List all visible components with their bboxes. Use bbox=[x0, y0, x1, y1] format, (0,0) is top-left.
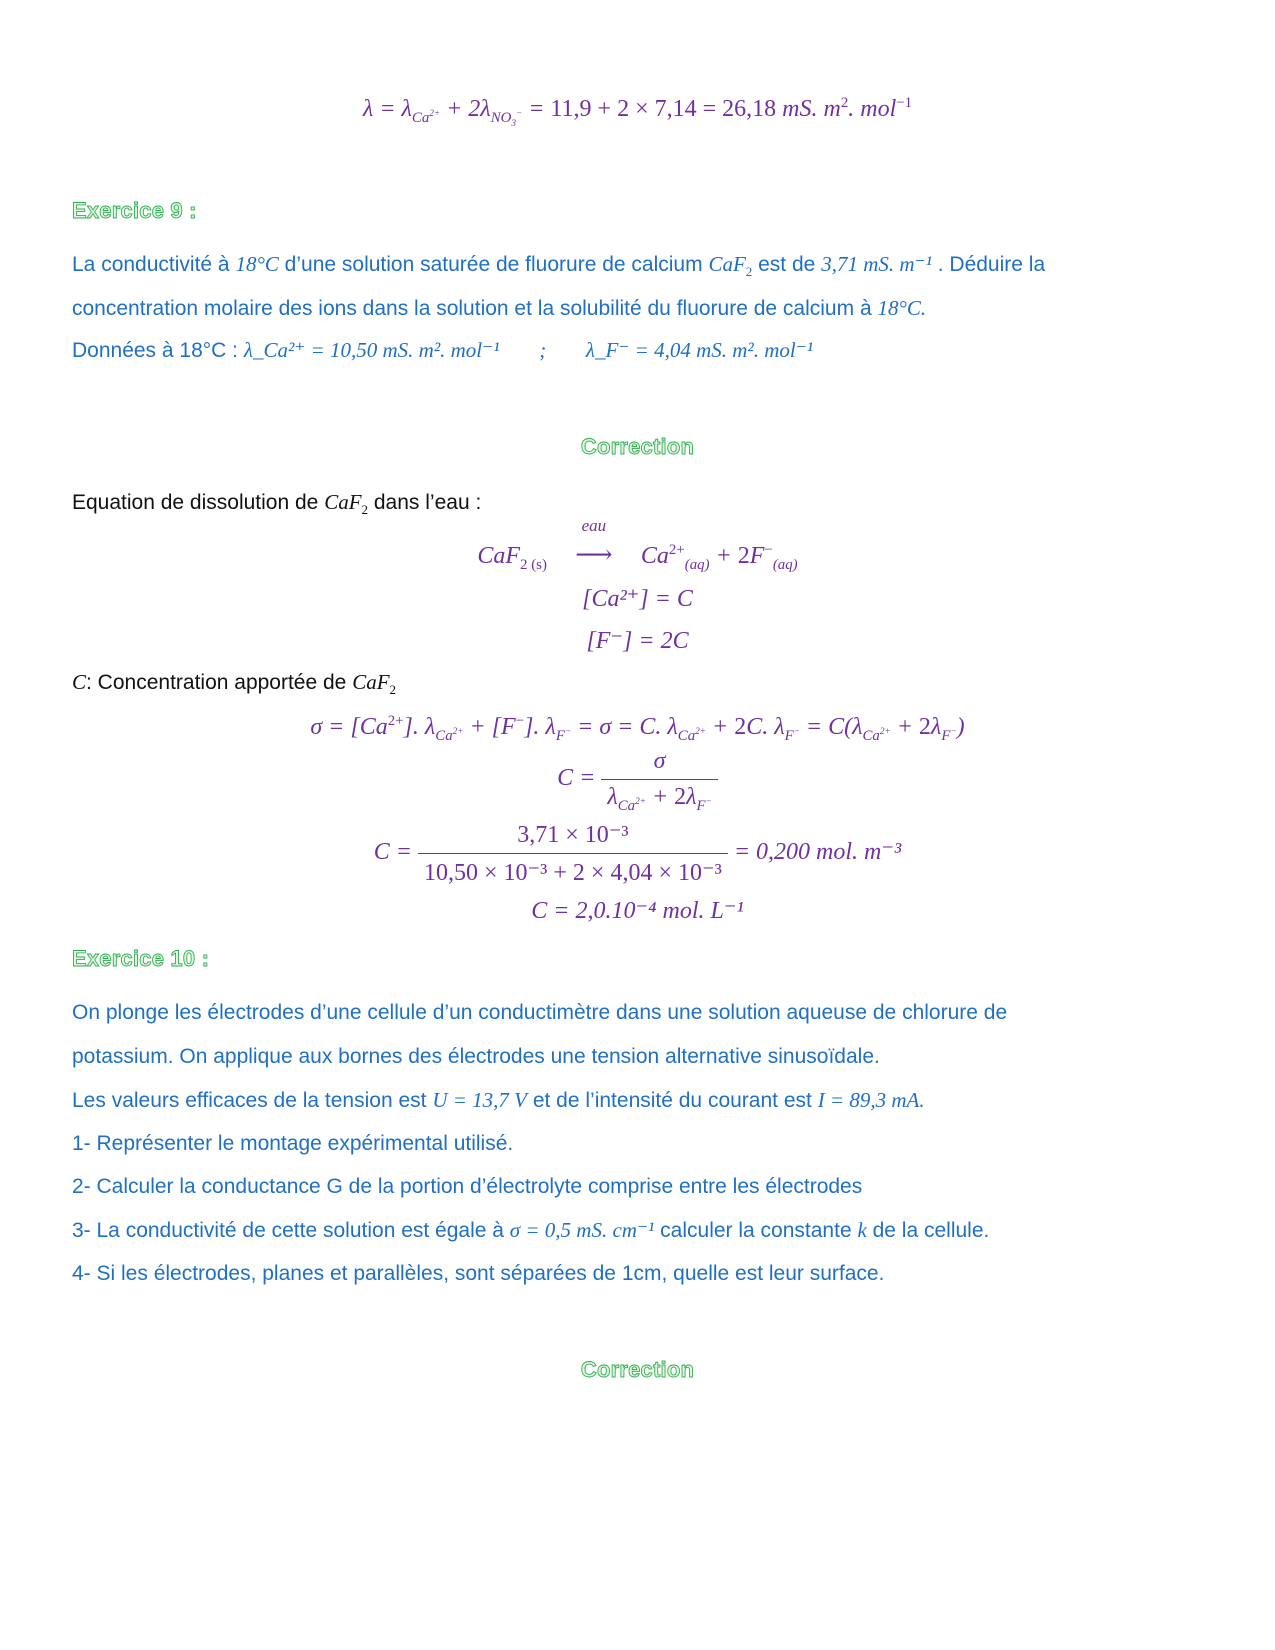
concentration-definition: C: Concentration apportée de CaF$_2$ bbox=[72, 670, 397, 698]
conductivity-expression: $\sigma = [Ca^{2+}]$. $\lambda_{Ca^{2+}} + [F^-]$. $\lambda_{F^-} = \sigma = C$. $\lambda_{Ca^{2+}} + 2C$. $\lambda_{F^-} = C(\lambda_{Ca^{2+}} + 2\lambda_{F^-})$ bbox=[310, 713, 965, 744]
dissolution-reaction: CaF$_{2 (s)}$ eau ⟶ $Ca^{2+}_{(aq)} + 2F^-_{(aq)}$ bbox=[477, 516, 798, 573]
exercise-10-line-3: Les valeurs efficaces de la tension est U = 13,7 V et de l’intensité du courant est I = 89,3 mA. bbox=[72, 1088, 925, 1112]
question-3: 3- La conductivité de cette solution est égale à σ = 0,5 mS. cm⁻¹ calculer la constante k de la cellule. bbox=[72, 1218, 990, 1242]
exercise-10-line-1: On plonge les électrodes d’une cellule d’un conductimètre dans une solution aqueuse de chlorure de bbox=[72, 1001, 1008, 1024]
exercise-9-paragraph-line-1: La conductivité à 18°C d’une solution saturée de fluorure de calcium CaF$_2$ est de 3,71 mS. m⁻¹ . Déduire la bbox=[72, 252, 1046, 280]
calcium-concentration: [Ca²⁺] = C bbox=[582, 586, 693, 612]
exercise-10-title: Exercice 10 : bbox=[72, 946, 210, 971]
question-4: 4- Si les électrodes, planes et parallèles, sont séparées de 1cm, quelle est leur surface. bbox=[72, 1262, 885, 1285]
reaction-arrow-icon: eau ⟶ bbox=[575, 516, 613, 569]
question-1: 1- Représenter le montage expérimental utilisé. bbox=[72, 1132, 514, 1155]
fluoride-concentration: [F⁻] = 2C bbox=[586, 628, 689, 654]
concentration-result: C = 2,0.10⁻⁴ mol. L⁻¹ bbox=[531, 898, 744, 924]
lambda-equation-top: $\lambda = \lambda_{Ca^{2+}} + 2\lambda_{NO_3^-} = 11,9 + 2 \times 7,14 = 26,18$ mS. $m^2$. mol$^{-1}$ bbox=[362, 95, 913, 128]
exercise-9-data-line: Données à 18°C : λ_Ca²⁺ = 10,50 mS. m². mol⁻¹ ; λ_F⁻ = 4,04 mS. m². mol⁻¹ bbox=[72, 338, 814, 362]
correction-10-title: Correction bbox=[580, 1357, 695, 1382]
correction-9-title: Correction bbox=[580, 434, 695, 459]
exercise-10-line-2: potassium. On applique aux bornes des électrodes une tension alternative sinusoïdale. bbox=[72, 1045, 880, 1068]
concentration-calculation: C = $\frac{\text{3,71 × 10⁻³}}{\text{10,50 × 10⁻³ + 2 × 4,04 × 10⁻³}}$ = 0,200 mol. m⁻³ bbox=[373, 822, 902, 886]
exercise-9-title: Exercice 9 : bbox=[72, 198, 197, 223]
question-2: 2- Calculer la conductance G de la portion d’électrolyte comprise entre les électrodes bbox=[72, 1175, 863, 1198]
exercise-9-paragraph-line-2: concentration molaire des ions dans la solution et la solubilité du fluorure de calcium à 18°C. bbox=[72, 296, 927, 320]
concentration-formula: C = $\frac{\sigma}{\lambda_{Ca^{2+}} + 2\lambda_{F^-}}$ bbox=[0, 748, 1275, 811]
dissolution-equation-intro: Equation de dissolution de CaF$_2$ dans l’eau : bbox=[72, 490, 482, 518]
